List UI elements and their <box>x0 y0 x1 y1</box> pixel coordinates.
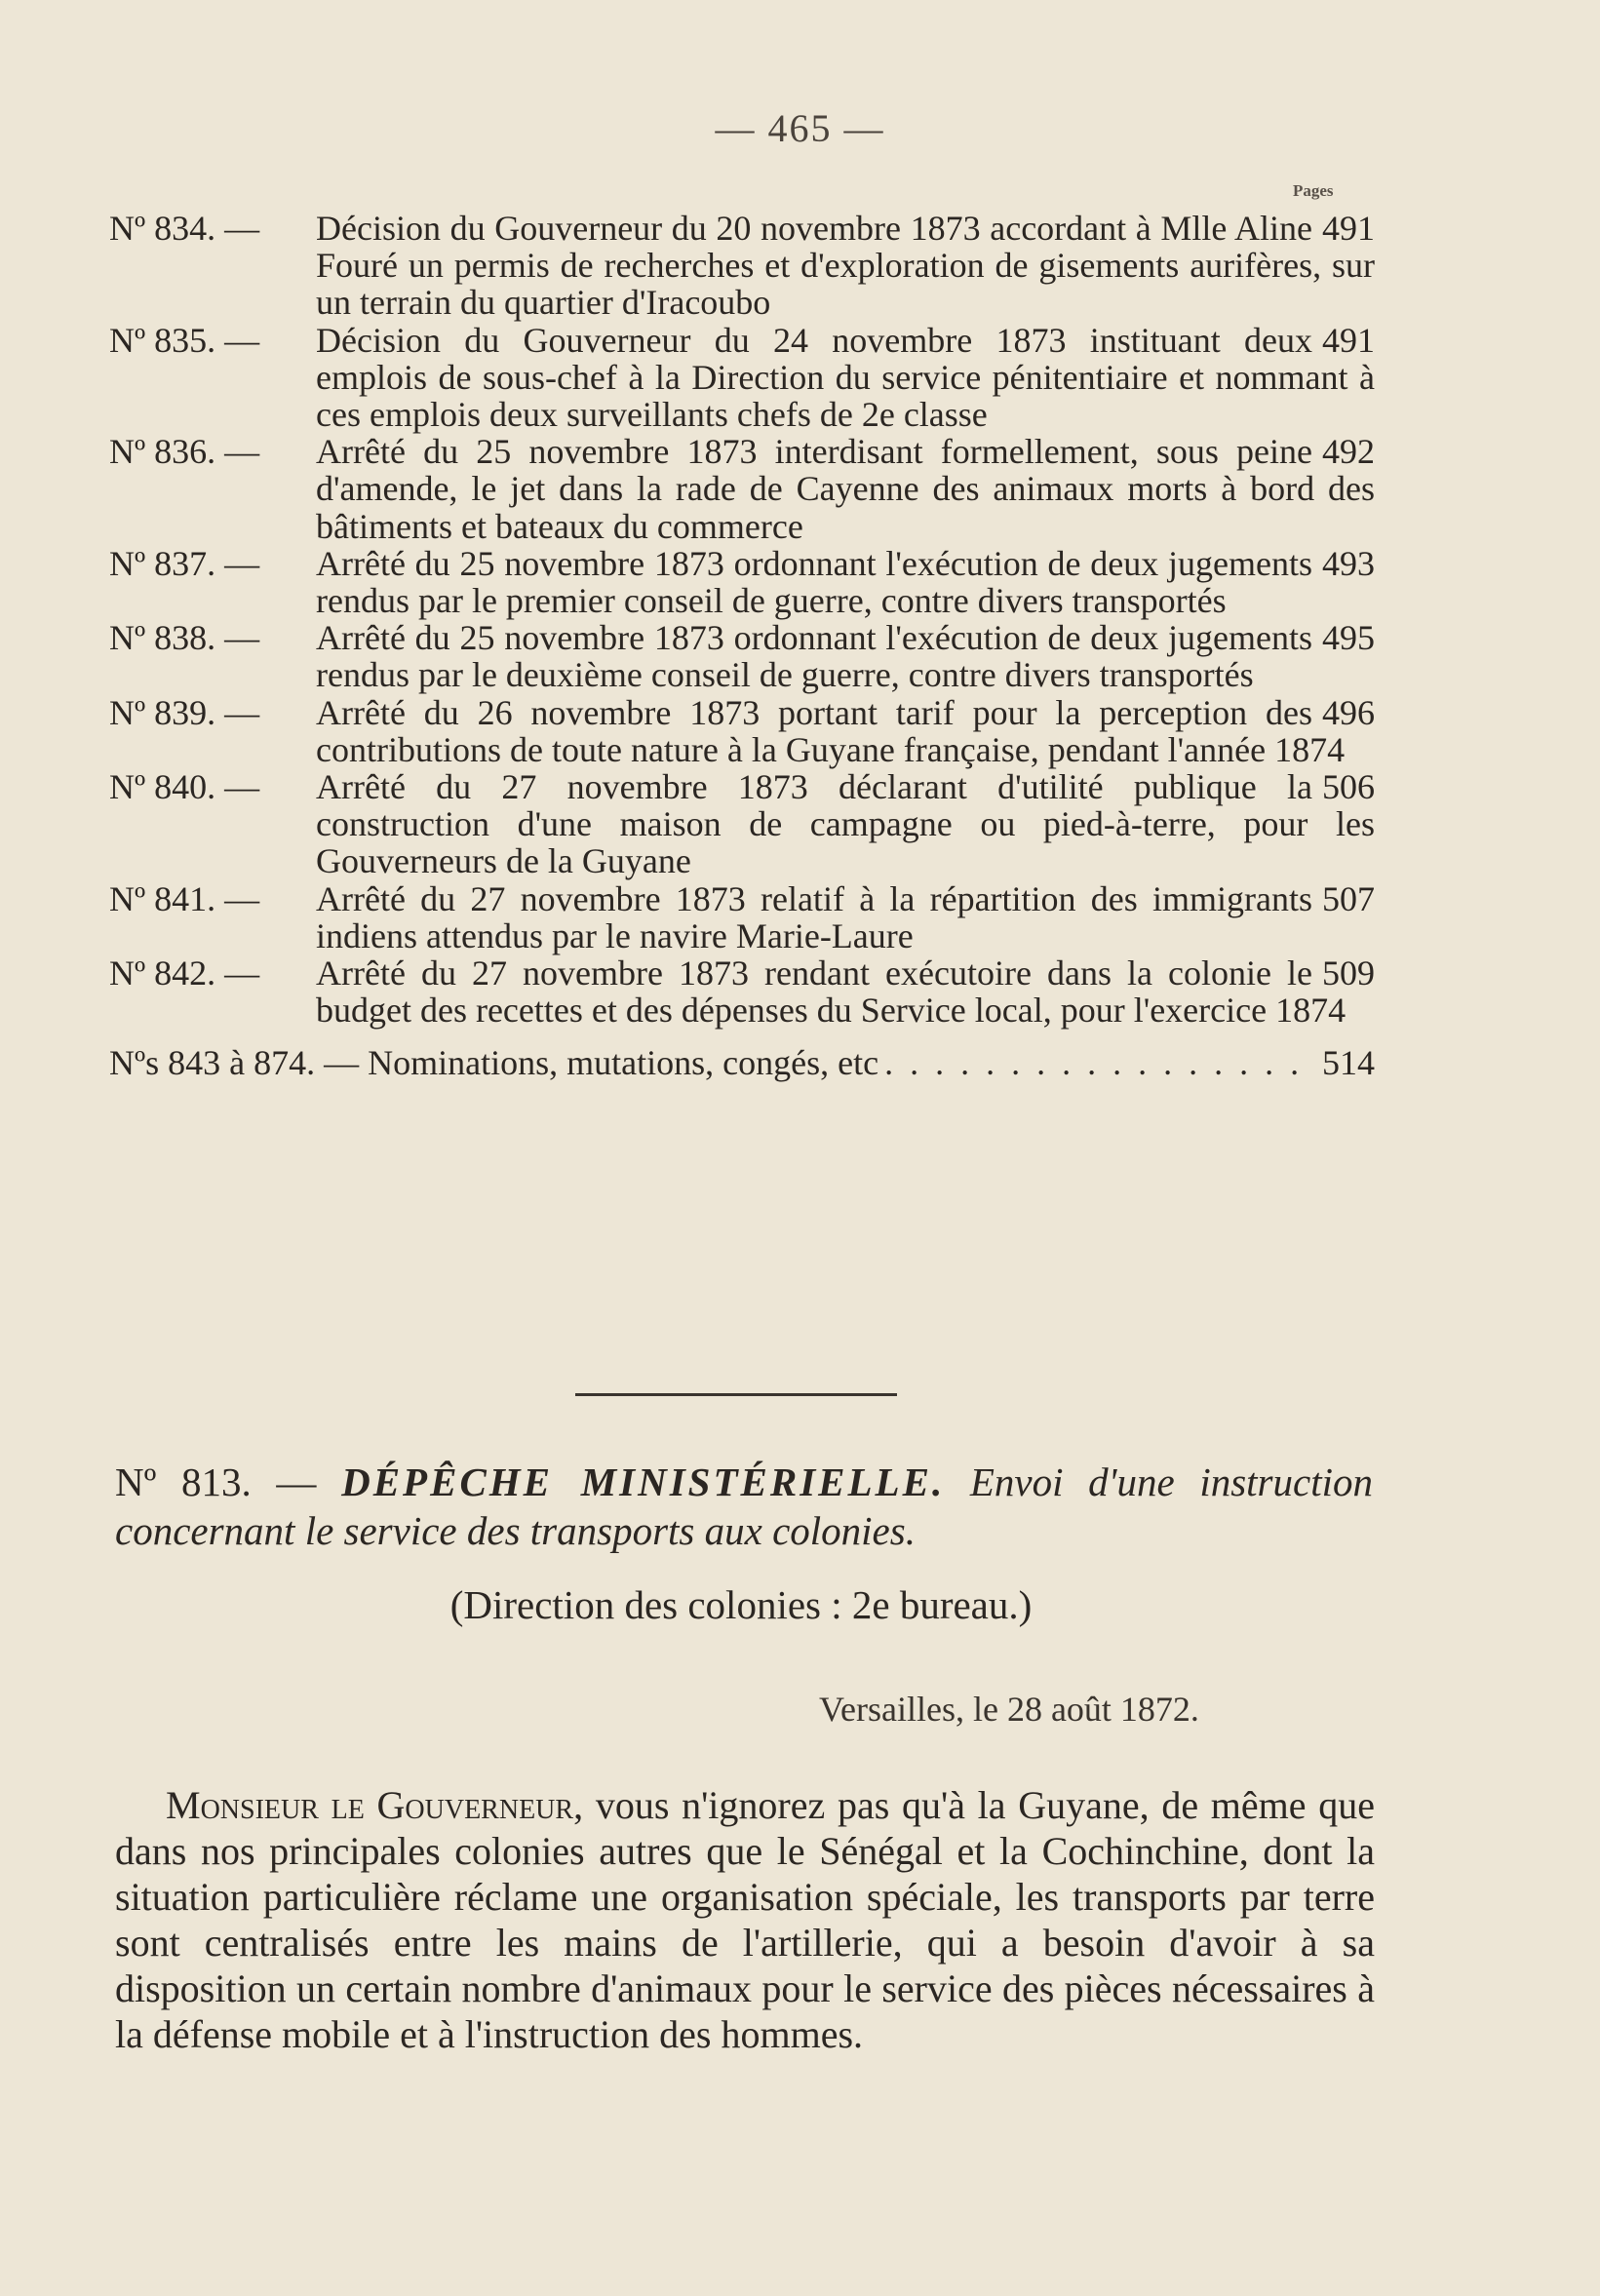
toc-entry-number: Nº 840. — <box>109 767 260 807</box>
heading-title: DÉPÊCHE MINISTÉRIELLE. <box>341 1459 946 1504</box>
section-divider <box>575 1393 897 1396</box>
toc-entry <box>109 880 1375 954</box>
toc-entry-number: Nº 836. — <box>109 432 260 472</box>
toc-entry-number: Nº 834. — <box>109 209 260 248</box>
body-text: vous n'ignorez pas qu'à la Guyane, de même que dans nos principales colonies autres que le Sénégal et la Cochinchine, dont la situation particulière réclame une organisation spéciale, les transports par terre sont centralisés entre les mains de l'artillerie, qui a besoin d'avoir à sa disposition un certain nombre d'animaux pour le service des pièces nécessaires à la défense mobile et à l'instruction des hommes. <box>115 1783 1376 2056</box>
toc-entry-line <box>316 545 1375 619</box>
dateline: Versailles, le 28 août 1872. <box>819 1690 1199 1729</box>
toc-entry-page: 493 <box>1322 543 1375 583</box>
body-paragraph <box>115 1782 1375 2057</box>
toc-entry-page: 492 <box>1322 432 1375 472</box>
toc-entry-number: Nº 842. — <box>109 953 260 993</box>
toc-entry-number: Nº 841. — <box>109 878 260 918</box>
toc-entry-title: Arrêté du 26 novembre 1873 portant tarif pour la perception des contributions de toute nature à la Guyane française, pendant l'année 1874 <box>316 692 1346 769</box>
toc-entry-text <box>316 433 1375 545</box>
toc-entry-text <box>316 545 1375 619</box>
heading-number: Nº 813. — <box>115 1459 317 1504</box>
toc-entry-page: 491 <box>1322 209 1375 248</box>
toc-entry-range <box>109 1044 1375 1081</box>
toc-entry-line <box>316 880 1375 954</box>
toc-entry <box>109 954 1375 1029</box>
toc-entry-page: 507 <box>1322 878 1375 918</box>
toc-entry-page: 491 <box>1322 320 1375 360</box>
toc-entry-title: Arrêté du 25 novembre 1873 ordonnant l'exécution de deux jugements rendus par le premier conseil de guerre, contre divers transportés <box>316 543 1312 621</box>
toc-entry-page: 514 <box>1322 1043 1375 1083</box>
toc-entry-title: Arrêté du 27 novembre 1873 déclarant d'utilité publique la construction d'une maison de campagne ou pied-à-terre, pour les Gouverneurs de la Guyane <box>316 767 1375 881</box>
toc-entry-text <box>316 880 1375 954</box>
toc-entry-title: Décision du Gouverneur du 20 novembre 1873 accordant à Mlle Aline Fouré un permis de recherches et d'exploration de gisements aurifères, sur un terrain du quartier d'Iracoubo <box>316 209 1375 323</box>
toc-entry <box>109 768 1375 880</box>
heading-subtitle: Envoi d'une instruction concernant le service des transports aux colonies. <box>115 1459 1373 1553</box>
toc-entry-line <box>316 322 1375 434</box>
toc-entry <box>109 322 1375 434</box>
toc-entry-page: 509 <box>1322 953 1375 993</box>
toc-entry <box>109 433 1375 545</box>
toc-entry-number: Nº 835. — <box>109 320 260 360</box>
toc-entry-text <box>316 954 1375 1029</box>
toc-entry-line <box>316 433 1375 545</box>
document-heading <box>115 1458 1373 1555</box>
toc-entry-text <box>316 210 1375 322</box>
toc-entry-number: Nº 839. — <box>109 692 260 732</box>
toc-entry-line <box>316 694 1375 768</box>
toc-entry-text <box>316 768 1375 880</box>
toc-entry-number: Nº 837. — <box>109 543 260 583</box>
toc-entry-page: 506 <box>1322 767 1375 807</box>
toc-entry <box>109 210 1375 322</box>
toc-entry-line <box>109 1044 1375 1081</box>
page-number: — 465 — <box>715 106 885 150</box>
toc-entry-title: Arrêté du 27 novembre 1873 rendant exécutoire dans la colonie le budget des recettes et des dépenses du Service local, pour l'exercice 1874 <box>316 953 1346 1031</box>
toc-entry-title: Décision du Gouverneur du 24 novembre 1873 instituant deux emplois de sous-chef à la Direction du service pénitentiaire et nommant à ces emplois deux surveillants chefs de 2e classe <box>316 320 1375 435</box>
toc-entry-title: Arrêté du 27 novembre 1873 relatif à la répartition des immigrants indiens attendus par le navire Marie-Laure <box>316 878 1312 955</box>
toc-entry-page: 496 <box>1322 692 1375 732</box>
toc-entry <box>109 619 1375 693</box>
toc-entry-text <box>316 322 1375 434</box>
leader-dots <box>884 1044 1316 1081</box>
toc-entry-title: Arrêté du 25 novembre 1873 ordonnant l'exécution de deux jugements rendus par le deuxième conseil de guerre, contre divers transportés <box>316 618 1312 695</box>
table-of-contents <box>109 210 1375 1082</box>
toc-entry-number: Nº 838. — <box>109 618 260 658</box>
toc-entry <box>109 545 1375 619</box>
toc-entry-line <box>316 768 1375 880</box>
toc-entry-line <box>316 619 1375 693</box>
toc-entry-text <box>316 619 1375 693</box>
toc-entry-page: 495 <box>1322 618 1375 658</box>
toc-entry-title: Arrêté du 25 novembre 1873 interdisant formellement, sous peine d'amende, le jet dans la rade de Cayenne des animaux morts à bord des bâtiments et bateaux du commerce <box>316 432 1375 546</box>
pages-column-label: Pages <box>1293 181 1334 200</box>
toc-entry-line <box>316 954 1375 1029</box>
salutation: Monsieur le Gouverneur, <box>166 1783 584 1827</box>
toc-entry <box>109 694 1375 768</box>
toc-entry-text <box>316 694 1375 768</box>
toc-entry-title: Nºs 843 à 874. — Nominations, mutations, congés, etc <box>109 1043 879 1083</box>
toc-entry-line <box>316 210 1375 322</box>
direction-line: (Direction des colonies : 2e bureau.) <box>449 1582 1033 1627</box>
